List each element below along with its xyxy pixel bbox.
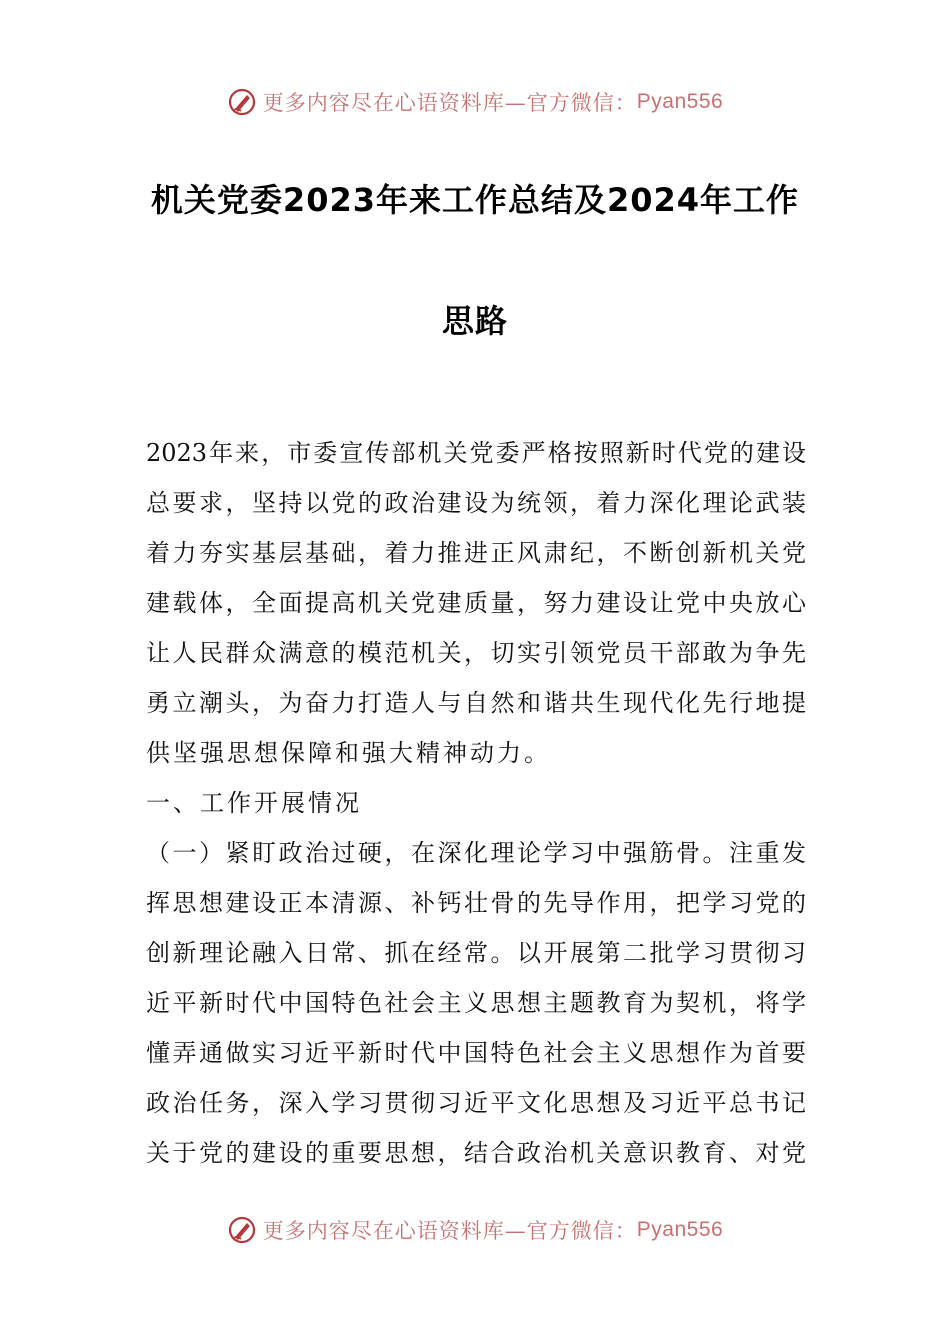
body-line: 建载体，全面提高机关党建质量，努力建设让党中央放心: [146, 589, 806, 617]
body-line: 挥思想建设正本清源、补钙壮骨的先导作用，把学习党的: [146, 889, 806, 917]
document-title-line-2: 思路: [441, 302, 508, 340]
watermark-footer: [0, 1210, 950, 1250]
body-line: （一）紧盯政治过硬，在深化理论学习中强筋骨。注重发: [146, 839, 806, 867]
body-line: 总要求，坚持以党的政治建设为统领，着力深化理论武装: [146, 489, 806, 517]
body-line: 创新理论融入日常、抓在经常。以开展第二批学习贯彻习: [146, 939, 806, 967]
document-body: [146, 428, 806, 1178]
pen-circle-logo-icon: [227, 1215, 257, 1245]
body-line: 懂弄通做实习近平新时代中国特色社会主义思想作为首要: [146, 1039, 806, 1067]
body-line: 供坚强思想保障和强大精神动力。: [146, 739, 551, 767]
body-line: 让人民群众满意的模范机关，切实引领党员干部敢为争先: [146, 639, 806, 667]
watermark-wechat-id: Pyan556: [636, 1218, 724, 1241]
watermark-text: 更多内容尽在心语资料库—官方微信：: [262, 1219, 637, 1243]
body-line: 2023年来，市委宣传部机关党委严格按照新时代党的建设: [146, 439, 806, 467]
pen-circle-logo-icon: [227, 87, 257, 117]
body-line: 勇立潮头，为奋力打造人与自然和谐共生现代化先行地提: [146, 689, 806, 717]
body-line: 近平新时代中国特色社会主义思想主题教育为契机，将学: [146, 989, 806, 1017]
watermark-header: [0, 82, 950, 122]
document-title-line-1: 机关党委2023年来工作总结及2024年工作: [150, 181, 800, 219]
body-line: 关于党的建设的重要思想，结合政治机关意识教育、对党: [146, 1139, 806, 1167]
body-line: 政治任务，深入学习贯彻习近平文化思想及习近平总书记: [146, 1089, 806, 1117]
body-line: 着力夯实基层基础，着力推进正风肃纪，不断创新机关党: [146, 539, 806, 567]
watermark-wechat-id: Pyan556: [636, 90, 724, 113]
section-heading: 一、工作开展情况: [146, 789, 362, 817]
watermark-text: 更多内容尽在心语资料库—官方微信：: [262, 91, 637, 115]
